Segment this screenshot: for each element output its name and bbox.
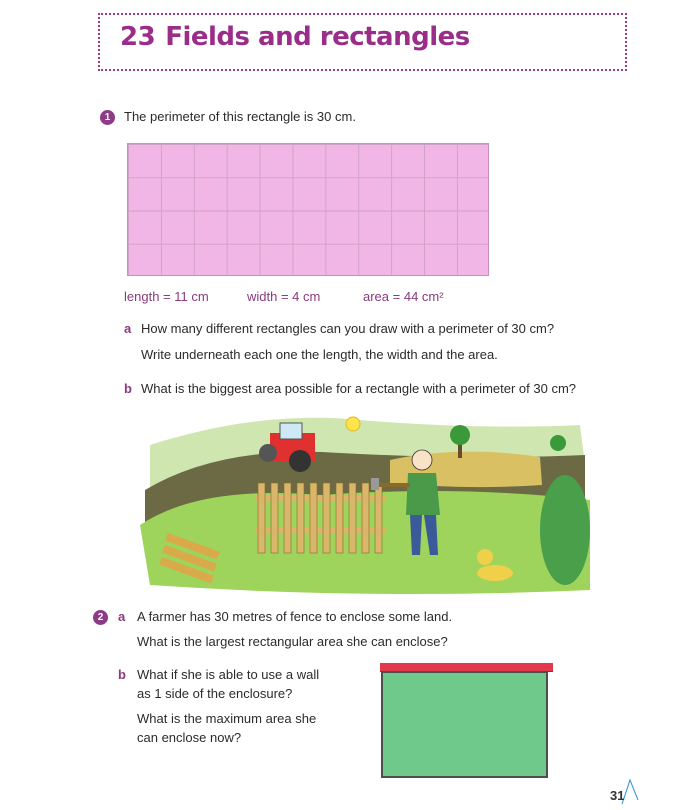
q2b-line2: as 1 side of the enclosure? [137,686,293,701]
length-measure: length = 11 cm [124,289,209,304]
farm-illustration [140,405,590,595]
q1a-line1: How many different rectangles can you draw with a perimeter of 30 cm? [141,321,555,336]
q2a-line1: A farmer has 30 metres of fence to enclose some land. [137,609,453,624]
question-1-text: The perimeter of this rectangle is 30 cm. [124,109,356,124]
q2b-line3: What is the maximum area she [137,711,317,726]
q1b-line1: What is the biggest area possible for a rectangle with a perimeter of 30 cm? [141,381,576,396]
question-2-badge: 2 [93,610,108,625]
question-1-badge: 1 [100,110,115,125]
unit-number: 23 [120,22,156,52]
width-measure: width = 4 cm [247,289,321,304]
q2a-label: a [118,609,126,624]
q2b-line4: can enclose now? [137,730,242,745]
q1a-label: a [124,321,132,336]
q2b-label: b [118,667,126,682]
bush-icon [540,475,590,585]
page-number: 31 [610,788,625,803]
page-title [120,22,470,52]
area-measure: area = 44 cm² [363,289,444,304]
q2b-line1: What if she is able to use a wall [137,667,320,682]
q2a-line2: What is the largest rectangular area she can enclose? [137,634,448,649]
enclosure-field [381,671,548,778]
unit-title: Fields and rectangles [165,22,470,52]
rectangle-grid [127,143,489,276]
q1a-line2: Write underneath each one the length, the width and the area. [141,347,498,362]
q1b-label: b [124,381,132,396]
